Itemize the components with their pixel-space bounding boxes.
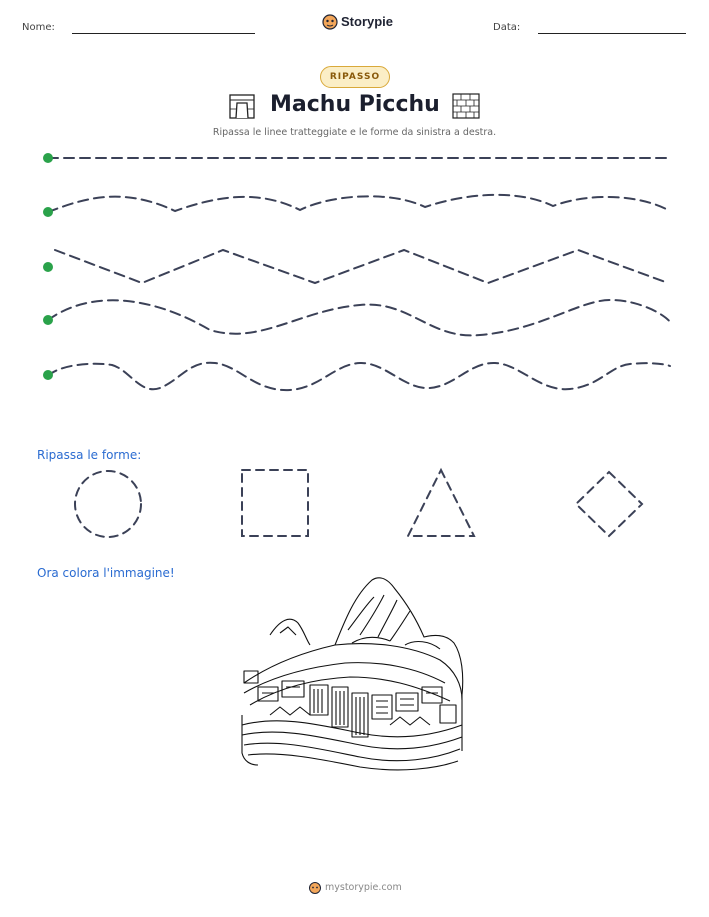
square-icon [242, 470, 308, 536]
trace-start-dot-1 [43, 153, 53, 163]
name-field[interactable] [72, 33, 255, 34]
brand-name: Storypie [341, 14, 394, 29]
date-label: Data: [493, 22, 521, 33]
trace-start-dot-5 [43, 370, 53, 380]
circle-icon [75, 471, 141, 537]
diamond-icon [576, 472, 642, 536]
color-section-label: Ora colora l'immagine! [37, 566, 175, 580]
trace-start-dot-4 [43, 315, 53, 325]
trace-start-dot-2 [43, 207, 53, 217]
trace-start-dot-3 [43, 262, 53, 272]
footer-site-link[interactable]: mystorypie.com [325, 882, 402, 893]
page-title: Machu Picchu [270, 92, 440, 117]
footer [308, 880, 418, 896]
storypie-mascot-icon [308, 881, 322, 895]
storypie-mascot-icon [321, 13, 339, 31]
date-field[interactable] [538, 33, 686, 34]
review-badge: RIPASSO [320, 66, 390, 88]
trace-line-smooth-wave [48, 195, 668, 212]
triangle-icon [408, 470, 474, 536]
stone-wall-icon [452, 93, 480, 119]
trace-line-loop-wave [48, 363, 670, 390]
trace-line-big-wave [48, 300, 670, 335]
stone-gate-icon [228, 92, 256, 120]
name-label: Nome: [22, 22, 55, 33]
trace-line-zigzag [55, 250, 668, 283]
brand-logo [321, 13, 401, 31]
instructions: Ripassa le linee tratteggiate e le forme da sinistra a destra. [212, 127, 497, 138]
shapes-section-label: Ripassa le forme: [37, 448, 142, 462]
machu-picchu-illustration[interactable] [240, 575, 470, 775]
